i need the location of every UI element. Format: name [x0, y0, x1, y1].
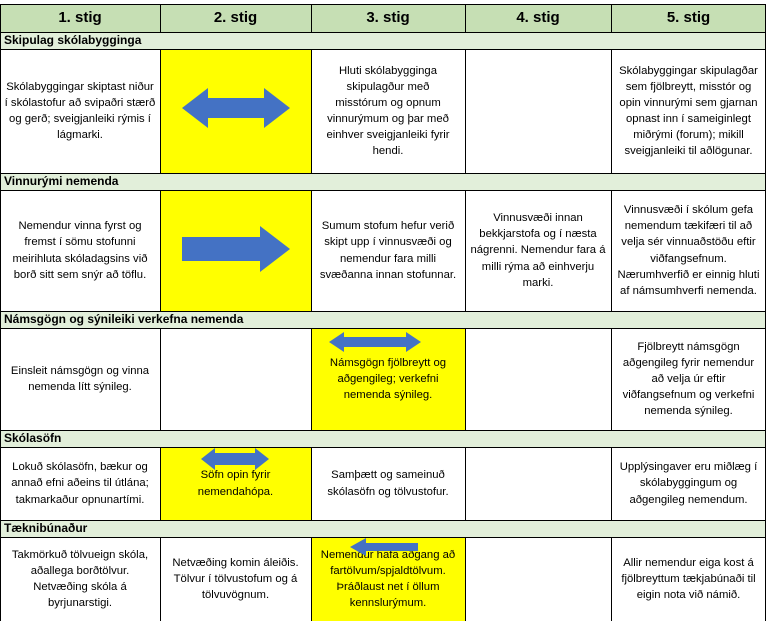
- section-title-libraries: Skólasöfn: [0, 430, 766, 447]
- grid-line: [160, 328, 161, 430]
- cell-buildings-stage-3: Hluti skólabygginga skipulagður með misstórum og opnum vinnurýmum og þar með einhver sveigjanleiki fyrir hendi.: [326, 64, 450, 158]
- grid-line: [160, 49, 161, 173]
- grid-line: [0, 190, 766, 191]
- grid-line: [611, 537, 612, 621]
- grid-line: [611, 49, 612, 173]
- grid-line: [0, 447, 766, 448]
- header-stage-1: 1. stig: [0, 4, 160, 32]
- cell-libraries-stage-2-text: Söfn opin fyrir nemendahópa.: [197, 469, 274, 498]
- grid-line: [160, 537, 161, 621]
- cell-workspace-stage-4: Vinnusvæði innan bekkjarstofa og í næsta nágrenni. Nemendur fara á milli rýma að einhverju marki.: [470, 212, 606, 289]
- grid-line: [611, 328, 612, 430]
- cell-libraries-stage-5: Upplýsingaver eru miðlæg í skólabyggingum og aðgengileg nemendum.: [619, 461, 758, 506]
- header-stage-4: 4. stig: [465, 4, 611, 32]
- grid-line: [0, 328, 766, 329]
- cell-tech-stage-5: Allir nemendur eiga kost á fjölbreyttum tækjabúnaði til eigin nota við námið.: [621, 556, 756, 602]
- grid-line: [0, 311, 766, 312]
- cell-materials-stage-3: [311, 328, 465, 430]
- cell-materials-stage-2: [160, 328, 311, 430]
- grid-line: [160, 447, 161, 520]
- double-arrow-icon: [329, 332, 421, 352]
- left-arrow-icon: [350, 538, 418, 556]
- section-title-student-workspace: Vinnurými nemenda: [0, 173, 766, 190]
- section-title-school-buildings: Skipulag skólabygginga: [0, 32, 766, 49]
- cell-workspace-stage-1: Nemendur vinna fyrst og fremst í sömu stofunni meirihluta skóladagsins við borð sitt sem snýr að töflu.: [12, 220, 148, 281]
- grid-line: [311, 190, 312, 311]
- section-title-learning-materials: Námsgögn og sýnileiki verkefna nemenda: [0, 311, 766, 328]
- cell-tech-stage-3-text: Nemendur hafa aðgang að fartölvum/spjaldtölvum. Þráðlaust net í öllum kennslurýmum.: [320, 548, 456, 610]
- cell-libraries-stage-4: [465, 447, 611, 520]
- cell-materials-stage-1: Einsleit námsgögn og vinna nemenda lítt sýnileg.: [10, 364, 150, 393]
- header-stage-5: 5. stig: [611, 4, 766, 32]
- double-arrow-icon: [182, 88, 290, 128]
- grid-line: [465, 328, 466, 430]
- grid-line: [0, 49, 766, 50]
- section-title-technology: Tæknibúnaður: [0, 520, 766, 537]
- grid-line: [311, 447, 312, 520]
- double-arrow-icon: [201, 448, 269, 470]
- cell-buildings-stage-1: Skólabyggingar skiptast niður í skólastofur að svipaðri stærð og gerð; sveigjanleiki rýmis í lágmarki.: [4, 80, 156, 142]
- grid-line: [611, 447, 612, 520]
- cell-workspace-stage-2: [160, 190, 311, 311]
- cell-materials-stage-5: Fjölbreytt námsgögn aðgengileg fyrir nemendur að velja úr eftir viðfangsefnum og verkefni nemenda sýnileg.: [622, 340, 755, 418]
- grid-line: [611, 190, 612, 311]
- cell-materials-stage-4: [465, 328, 611, 430]
- grid-line: [465, 49, 466, 173]
- grid-line: [160, 190, 161, 311]
- cell-workspace-stage-3: Sumum stofum hefur verið skipt upp í vinnusvæði og nemendur fara milli svæðanna innan stofunnar.: [319, 220, 457, 281]
- grid-line: [160, 4, 161, 32]
- grid-line: [465, 190, 466, 311]
- cell-tech-stage-1: Takmörkuð tölvueign skóla, aðallega borðtölvur. Netvæðing skóla á byrjunarstigi.: [11, 548, 149, 610]
- grid-line: [465, 4, 466, 32]
- grid-line: [465, 537, 466, 621]
- cell-tech-stage-4: [465, 537, 611, 621]
- grid-line: [311, 4, 312, 32]
- cell-libraries-stage-1: Lokuð skólasöfn, bækur og annað efni aðeins til útlána; takmarkaður opnunartími.: [11, 461, 149, 506]
- header-stage-2: 2. stig: [160, 4, 311, 32]
- grid-line: [311, 328, 312, 430]
- cell-libraries-stage-3: Samþætt og sameinuð skólasöfn og tölvustofur.: [327, 469, 449, 498]
- grid-line: [311, 49, 312, 173]
- cell-tech-stage-2: Netvæðing komin áleiðis. Tölvur í tölvustofum og á tölvuvögnum.: [172, 556, 299, 602]
- grid-line: [0, 520, 766, 521]
- grid-line: [611, 4, 612, 32]
- cell-materials-stage-3-text: Námsgögn fjölbreytt og aðgengileg; verkefni nemenda sýnileg.: [329, 356, 447, 402]
- cell-buildings-stage-5: Skólabyggingar skipulagðar sem fjölbreytt, misstór og opin vinnurými sem gjarnan opnast inn í sameiginlegt miðrými (forum); mikill sveigjanleiki til aðlögunar.: [619, 64, 758, 158]
- grid-line: [0, 4, 766, 5]
- cell-buildings-stage-4: [465, 49, 611, 173]
- grid-line: [465, 447, 466, 520]
- grid-line: [0, 4, 1, 621]
- grid-line: [0, 173, 766, 174]
- cell-workspace-stage-5: Vinnusvæði í skólum gefa nemendum tækifæri til að velja sér vinnuaðstöðu eftir viðfangsefnum. Nærumhverfið er einnig hluti af námsumhverfi nemenda.: [617, 204, 760, 297]
- grid-line: [0, 430, 766, 431]
- grid-line: [311, 537, 312, 621]
- grid-line: [0, 32, 766, 33]
- header-stage-3: 3. stig: [311, 4, 465, 32]
- right-arrow-icon: [182, 226, 290, 272]
- cell-buildings-stage-2: [160, 49, 311, 173]
